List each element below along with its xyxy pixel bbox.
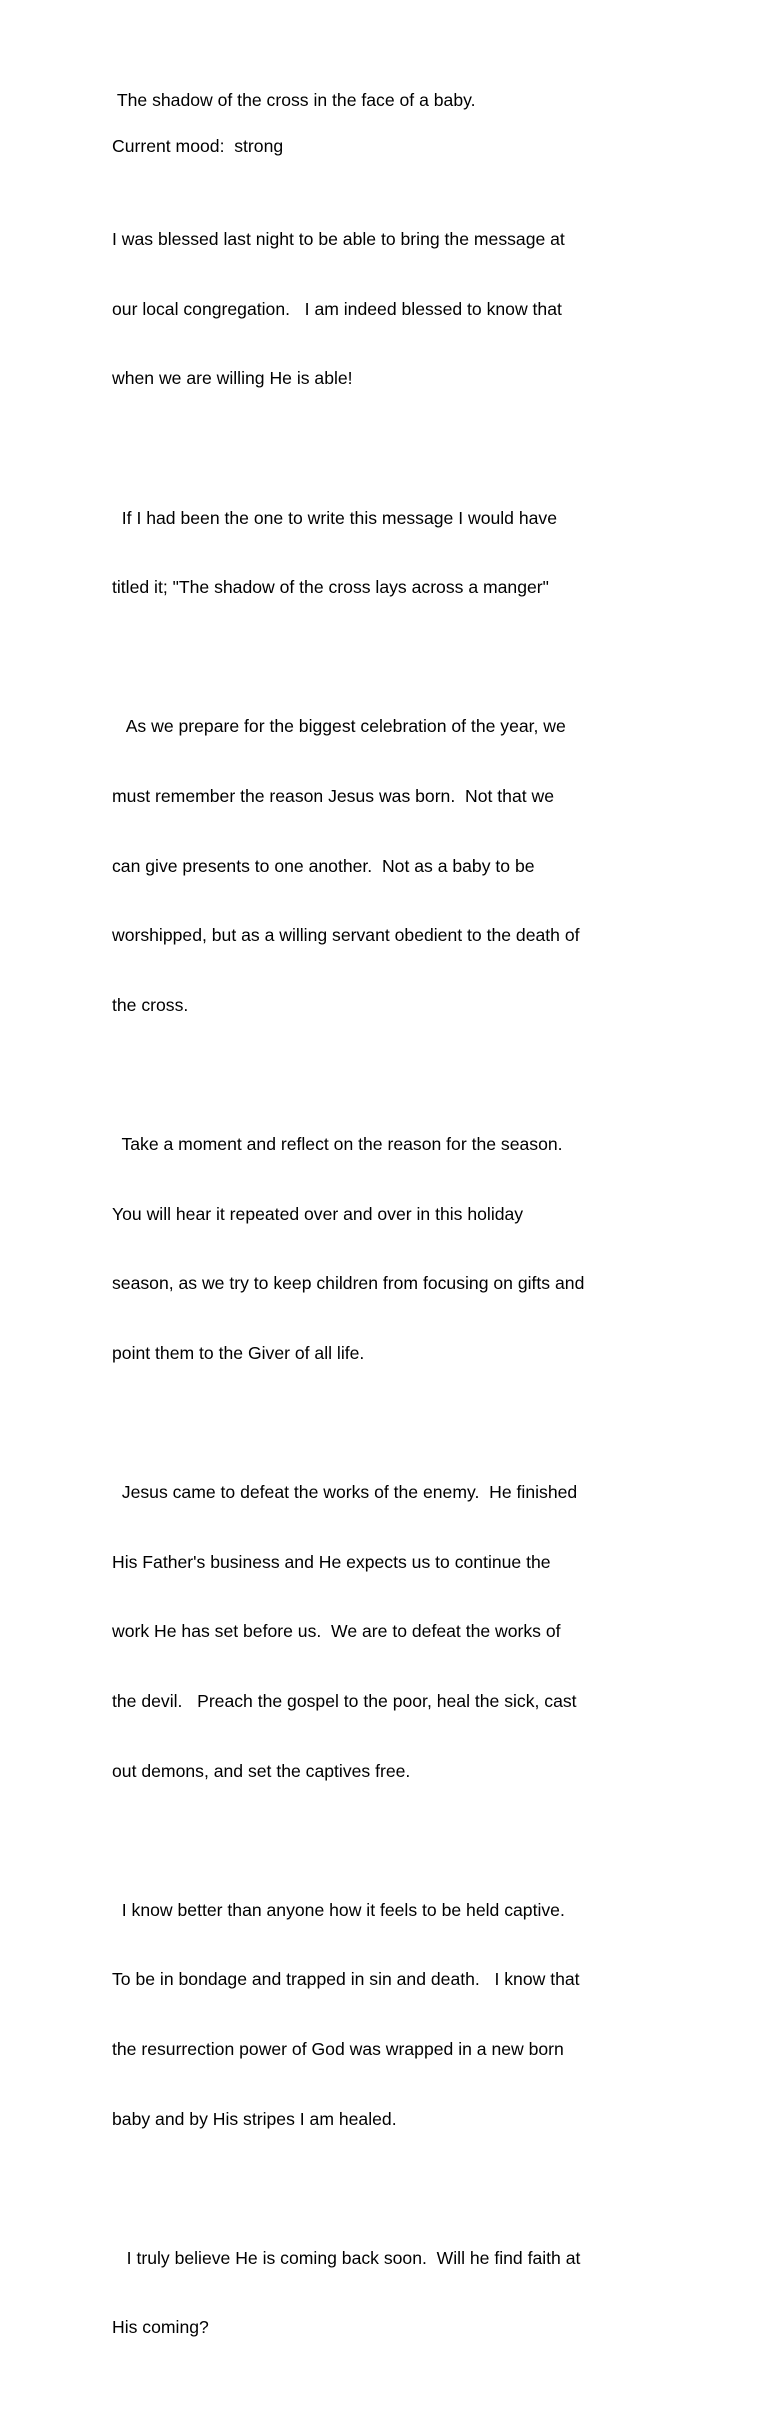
document-title: The shadow of the cross in the face of a baby. [112,90,476,110]
text-line: out demons, and set the captives free. [112,1760,411,1781]
text-line: I truly believe He is coming back soon. Will he find faith at [112,2247,581,2268]
text-line: work He has set before us. We are to defeat the works of [112,1621,561,1642]
text-line: when we are willing He is able! [112,368,353,389]
mood-label: Current mood: [112,136,225,157]
text-line: the devil. Preach the gospel to the poor, heal the sick, cast [112,1690,577,1711]
text-line: worshipped, but as a willing servant obedient to the death of [112,925,580,946]
text-line: Jesus came to defeat the works of the enemy. He finished [112,1482,578,1503]
paragraph-2 [112,460,672,646]
text-line: must remember the reason Jesus was born. Not that we [112,786,554,807]
text-line: If I had been the one to write this message I would have [112,507,557,528]
current-mood [112,135,672,158]
paragraph-1 [112,182,672,437]
paragraph-5 [112,1435,672,1829]
paragraph-4 [112,1087,672,1412]
text-line: His Father's business and He expects us to continue the [112,1551,551,1572]
text-line: You will hear it repeated over and over in this holiday [112,1203,524,1224]
text-line: His coming? [112,2317,209,2338]
text-line: baby and by His stripes I am healed. [112,2108,397,2129]
text-line: titled it; "The shadow of the cross lays across a manger" [112,577,549,598]
paragraph-6 [112,1852,672,2177]
mood-value: strong [234,136,284,157]
document-body [112,89,672,2409]
text-line: can give presents to one another. Not as a baby to be [112,855,535,876]
text-line: the cross. [112,994,189,1015]
text-line: To be in bondage and trapped in sin and death. I know that [112,1969,580,1990]
paragraph-7 [112,2200,672,2386]
paragraph-3 [112,669,672,1063]
text-line: our local congregation. I am indeed blessed to know that [112,298,562,319]
text-line: Take a moment and reflect on the reason for the season. [112,1134,563,1155]
text-line: I know better than anyone how it feels to be held captive. [112,1899,565,1920]
text-line: As we prepare for the biggest celebration of the year, we [112,716,566,737]
text-line: point them to the Giver of all life. [112,1342,365,1363]
text-line: I was blessed last night to be able to bring the message at [112,229,565,250]
text-line: season, as we try to keep children from focusing on gifts and [112,1273,585,1294]
text-line: the resurrection power of God was wrapped in a new born [112,2038,564,2059]
